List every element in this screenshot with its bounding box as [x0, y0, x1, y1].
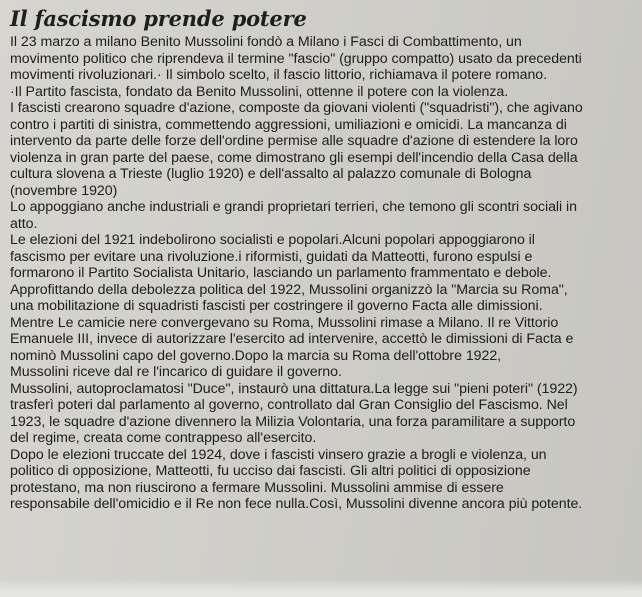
paragraph-fasci-di-combattimento: Il 23 marzo a milano Benito Mussolini fondò a Milano i Fasci di Combattimento, un movimento politico che riprendeva il termine "fascio" (gruppo compatto) usato da precedenti movimenti rivoluzionari.· Il simbolo scelto, il fascio littorio, richiamava il potere romano. ·Il Partito fascista, fondato da Benito Mussolini, ottenne il potere con la violenza. I fascisti crearono squadre d'azione, composte da giovani violenti ("squadristi"), che agivano contro i partiti di sinistra, commettendo aggressioni, umiliazioni e omicidi. La mancanza di intervento da parte delle forze dell'ordine permise alle squadre d'azione di estendere la loro violenza in gran parte del paese, come dimostrano gli esempi dell'incendio della Casa della cultura slovena a Trieste (luglio 1920) e dell'assalto al palazzo comunale di Bologna (novembre 1920) — [10, 34, 583, 199]
paragraph-elezioni-e-dittatura: Le elezioni del 1921 indebolirono socialisti e popolari.Alcuni popolari appoggiarono il fascismo per evitare una rivoluzione.i riformisti, guidati da Matteotti, furono espulsi e formarono il Partito Socialista Unitario, lasciando un parlamento frammentato e debole. Approfittando della debolezza politica del 1922, Mussolini organizzò la "Marcia su Roma", una mobilitazione di squadristi fascisti per costringere il governo Facta alle dimissioni. Mentre Le camicie nere convergevano su Roma, Mussolini rimase a Milano. Il re Vittorio Emanuele III, invece di autorizzare l'esercito ad intervenire, accettò le dimissioni di Facta e nominò Mussolini capo del governo.Dopo la marcia su Roma dell'ottobre 1922, Mussolini riceve dal re l'incarico di guidare il governo. Mussolini, autoproclamatosi "Duce", instaurò una dittatura.La legge sui "pieni poteri" (1922) trasferì poteri dal parlamento al governo, controllato dal Gran Consiglio del Fascismo. Nel 1923, le squadre d'azione divennero la Milizia Volontaria, una forza paramilitare a supporto del regime, creata come contrappeso all'esercito. Dopo le elezioni truccate del 1924, dove i fascisti vinsero grazie a brogli e violenza, un politico di opposizione, Matteotti, fu ucciso dai fascisti. Gli altri politici di opposizione protestano, ma non riuscirono a fermare Mussolini. Mussolini ammise di essere responsabile dell'omicidio e il Re non fece nulla.Così, Mussolini divenne ancora più potente. — [10, 232, 583, 512]
document-title: Il fascismo prende potere — [10, 6, 307, 31]
page-bottom-edge — [0, 579, 642, 597]
paragraph-industriali: Lo appoggiano anche industriali e grandi proprietari terrieri, che temono gli scontri sociali in atto. — [10, 199, 577, 232]
